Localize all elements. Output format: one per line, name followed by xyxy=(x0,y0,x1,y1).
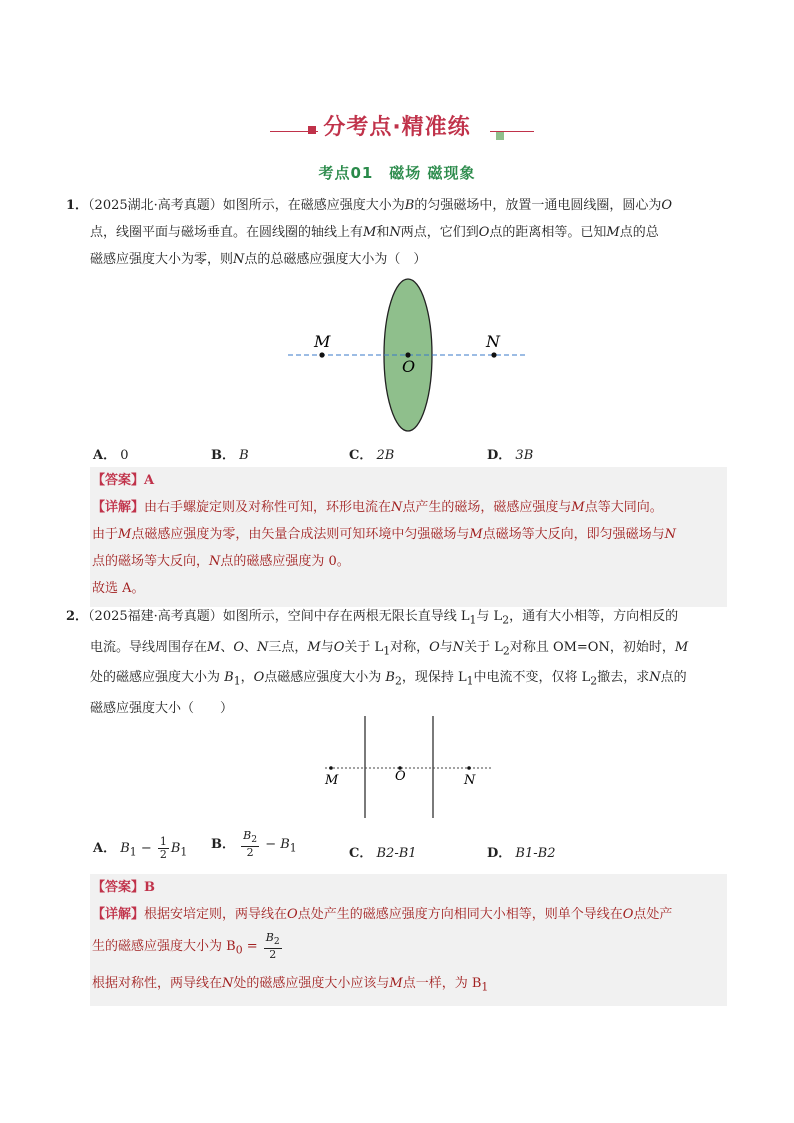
page-header xyxy=(0,110,794,141)
question-source: （2025湖北·高考真题） xyxy=(88,198,223,213)
answer-detail: 【详解】由右手螺旋定则及对称性可知，环形电流在N点产生的磁场，磁感应强度与M点等大同向。 由于M点磁感应强度为零，由矢量合成法则可知环境中匀强磁场与M点磁场等大反向，即匀强磁场与N 点的磁场等大反向，N点的磁感应强度为 0。 故选 A。 xyxy=(92,500,677,596)
section-subtitle: 考点01 磁场 磁现象 xyxy=(318,164,476,182)
question-1-stem: 1．（2025湖北·高考真题）如图所示，在磁感应强度大小为B的匀强磁场中，放置一通电圆线圈，圆心为O 点，线圈平面与磁场垂直。在圆线圈的轴线上有M和N两点，它们到O点的距离相等。已知M点的总 磁感应强度大小为零，则N点的总磁感应强度大小为（ ） xyxy=(66,198,673,267)
label-o: O xyxy=(395,769,406,784)
option-b[interactable]: B． B xyxy=(211,448,249,463)
label-m: M xyxy=(325,773,339,788)
point-n xyxy=(491,352,496,357)
title-rule-right xyxy=(490,131,534,132)
title-square-right xyxy=(496,132,504,140)
label-m: M xyxy=(314,332,331,351)
page-title: 分考点·精准练 xyxy=(323,115,471,140)
option-a[interactable]: A． 0 xyxy=(93,448,129,463)
option-b[interactable]: B． $\frac{B_2}{2}$ − $B_1$ xyxy=(211,829,297,860)
answer-tag: 【答案】 xyxy=(92,473,145,488)
conclusion: 故选 A。 xyxy=(92,581,145,596)
question-number: 2． xyxy=(66,609,89,624)
option-a[interactable]: A． $B_1$ − $\frac{1}{2}$ $B_1$ xyxy=(93,835,188,861)
option-d[interactable]: D． 3B xyxy=(487,448,534,463)
answer-value: B xyxy=(144,880,156,895)
label-n: N xyxy=(464,773,476,788)
point-n xyxy=(467,766,471,770)
figure-wires xyxy=(315,712,505,820)
question-number: 1． xyxy=(66,198,89,213)
question-source: （2025福建·高考真题） xyxy=(88,609,223,624)
figure-coil xyxy=(280,275,540,440)
answer-tag: 【答案】 xyxy=(92,880,145,895)
point-m xyxy=(329,766,333,770)
answer-value: A xyxy=(144,473,155,488)
option-c[interactable]: C． 2B xyxy=(349,448,395,463)
point-m xyxy=(319,352,324,357)
question-2-options xyxy=(93,830,733,870)
option-d[interactable]: D． B1-B2 xyxy=(487,846,556,861)
question-1-answer-box xyxy=(90,467,727,607)
question-1-options xyxy=(93,444,733,464)
option-c[interactable]: C． B2-B1 xyxy=(349,846,417,861)
label-o: O xyxy=(402,357,416,376)
label-n: N xyxy=(486,332,500,351)
question-2-answer-box xyxy=(90,874,727,1006)
question-2-stem: 2．（2025福建·高考真题）如图所示，空间中存在两根无限长直导线 $L_1$与 $L_2$，通有大小相等，方向相反的 电流。导线周围存在M、O、N三点，M与O关于 $L_1$对称，O与N关于 $L_2$对称且 OM=ON，初始时，M 处的磁感应强度大小为 $B_1$，O点磁感应强度大小为 $B_2$，现保持 $L_1$中电流不变，仅将 $L_2$撤去，求N点的 磁感应强度大小（ ） xyxy=(66,609,689,716)
answer-detail: 【详解】根据安培定则，两导线在O点处产生的磁感应强度方向相同大小相等，则单个导线在O点处产 生的磁感应强度大小为 $B_0$ = $\frac{B_2}{2}$ 根据对称性，两导线在N处的磁感应强度大小应该与M点一样，为 $B_1$ xyxy=(92,907,673,994)
